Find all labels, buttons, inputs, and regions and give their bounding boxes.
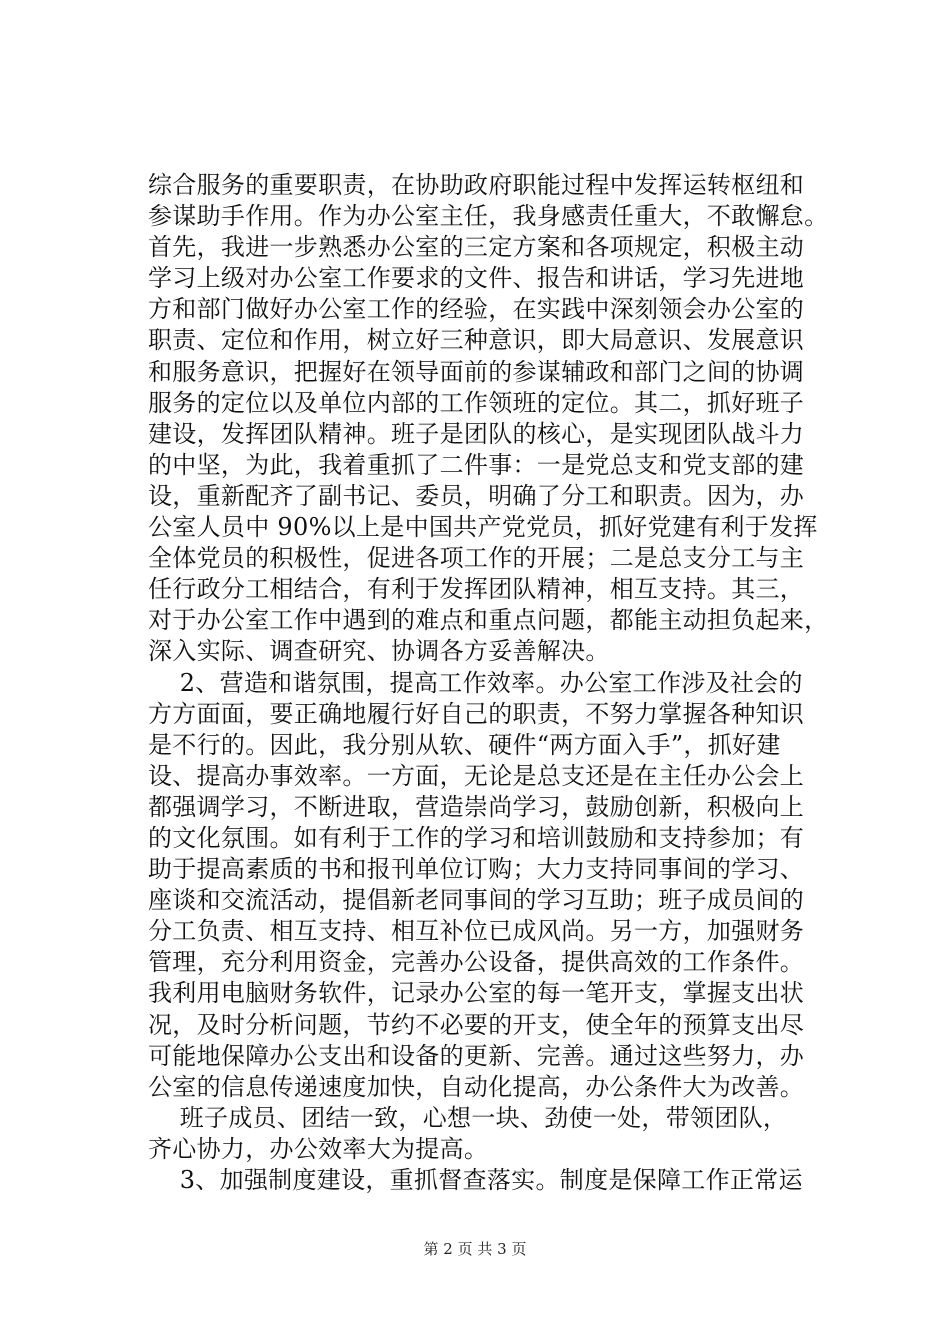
text-line: 分工负责、相互支持、相互补位已成风尚。另一方，加强财务: [148, 917, 805, 946]
text-line: 建设，发挥团队精神。班子是团队的核心，是实现团队战斗力: [148, 419, 805, 448]
text-line: 职责、定位和作用，树立好三种意识，即大局意识、发展意识: [148, 326, 805, 355]
text-line: 全体党员的积极性，促进各项工作的开展；二是总支分工与主: [148, 544, 805, 573]
text-line: 设、提高办事效率。一方面，无论是总支还是在主任办公会上: [148, 761, 805, 790]
text-line: 座谈和交流活动，提倡新老同事间的学习互助；班子成员间的: [148, 886, 805, 915]
text-line: 的文化氛围。如有利于工作的学习和培训鼓励和支持参加；有: [148, 823, 805, 852]
body-text: [148, 170, 838, 1196]
text-line: 班子成员、团结一致，心想一块、劲使一处，带领团队，: [148, 1103, 788, 1132]
text-line: 深入实际、调查研究、协调各方妥善解决。: [148, 637, 610, 666]
text-line: 首先，我进一步熟悉办公室的三定方案和各项规定，积极主动: [148, 233, 805, 262]
text-line: 方方面面，要正确地履行好自己的职责，不努力掌握各种知识: [148, 699, 805, 728]
text-line: 公室的信息传递速度加快，自动化提高，办公条件大为改善。: [148, 1072, 805, 1101]
text-line: 2、营造和谐氛围，提高工作效率。办公室工作涉及社会的: [148, 668, 803, 697]
text-line: 任行政分工相结合，有利于发挥团队精神，相互支持。其三，: [148, 575, 805, 604]
text-line: 3、加强制度建设，重抓督查落实。制度是保障工作正常运: [148, 1166, 803, 1194]
text-line: 都强调学习，不断进取，营造崇尚学习，鼓励创新，积极向上: [148, 792, 805, 821]
text-line: 我利用电脑财务软件，记录办公室的每一笔开支，掌握支出状: [148, 979, 805, 1008]
text-line: 综合服务的重要职责，在协助政府职能过程中发挥运转枢纽和: [148, 171, 805, 199]
text-line: 助于提高素质的书和报刊单位订购；大力支持同事间的学习、: [148, 855, 805, 884]
text-line: 的中坚，为此，我着重抓了二件事：一是党总支和党支部的建: [148, 450, 805, 479]
text-line: 对于办公室工作中遇到的难点和重点问题，都能主动担负起来，: [148, 606, 829, 635]
text-line: 方和部门做好办公室工作的经验，在实践中深刻领会办公室的: [148, 295, 805, 324]
text-line: 管理，充分利用资金，完善办公设备，提供高效的工作条件。: [148, 948, 805, 977]
text-line: 齐心协力，办公效率大为提高。: [148, 1134, 489, 1163]
text-line: 公室人员中 90%以上是中国共产党党员，抓好党建有利于发挥: [148, 513, 818, 542]
text-line: 可能地保障办公支出和设备的更新、完善。通过这些努力，办: [148, 1041, 805, 1070]
text-line: 参谋助手作用。作为办公室主任，我身感责任重大，不敢懈怠。: [148, 202, 829, 231]
text-line: 设，重新配齐了副书记、委员，明确了分工和职责。因为，办: [148, 481, 805, 510]
page-footer: 第 2 页 共 3 页: [423, 1240, 527, 1258]
text-line: 况，及时分析问题，节约不必要的开支，使全年的预算支出尽: [148, 1010, 805, 1039]
text-line: 学习上级对办公室工作要求的文件、报告和讲话，学习先进地: [148, 264, 805, 293]
text-line: 和服务意识，把握好在领导面前的参谋辅政和部门之间的协调: [148, 357, 805, 386]
text-line: 是不行的。因此，我分别从软、硬件“两方面入手”，抓好建: [148, 730, 781, 759]
text-line: 服务的定位以及单位内部的工作领班的定位。其二，抓好班子: [148, 388, 805, 417]
